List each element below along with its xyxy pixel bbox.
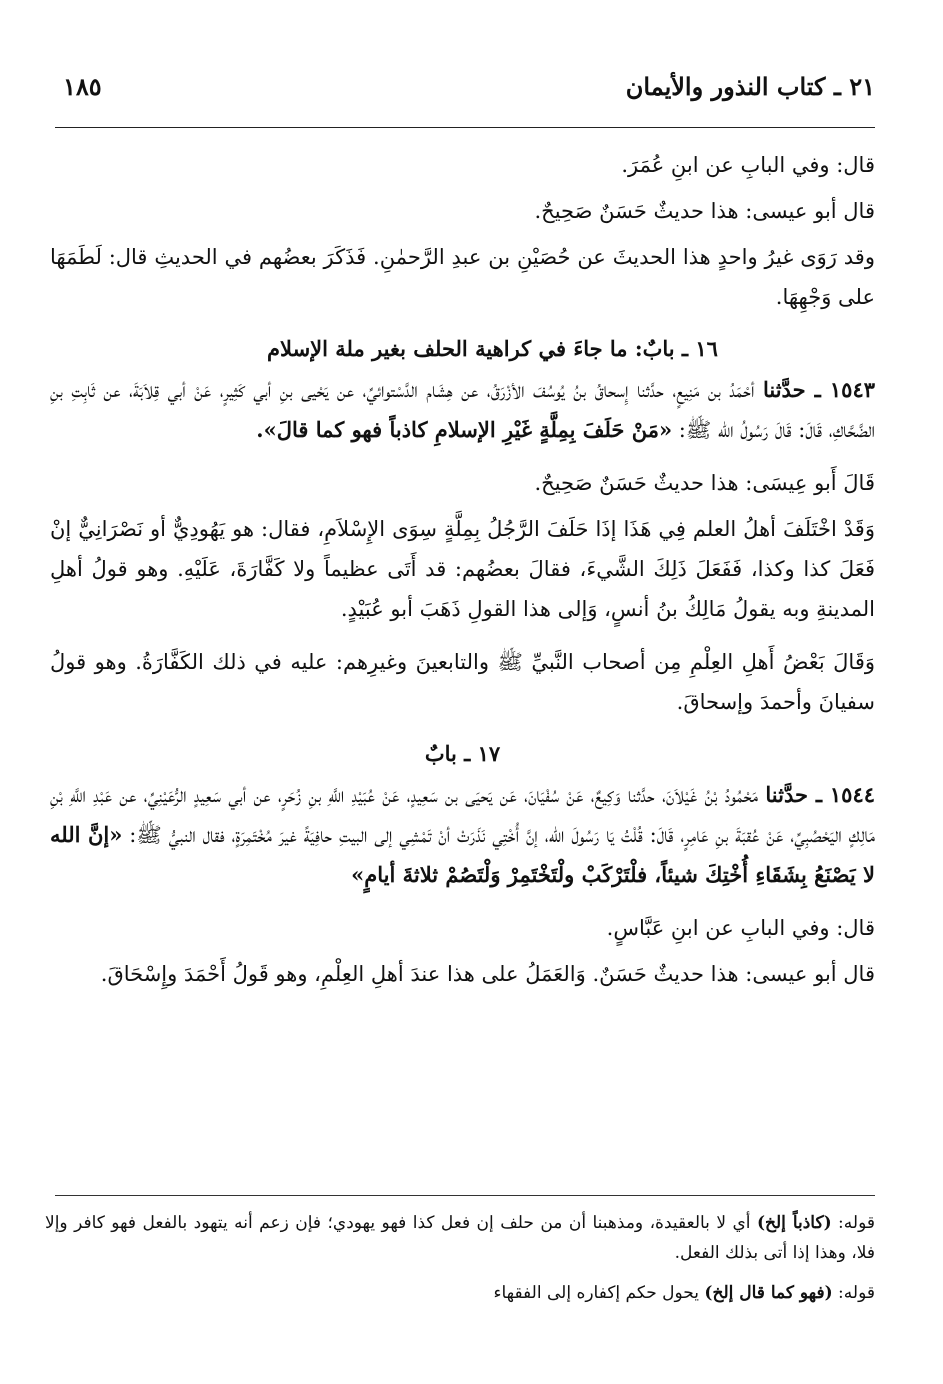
paragraph-5: وَقَدْ اخْتَلَفَ أهلُ العلم فِي هَذَا إذَا حَلَفَ الرَّجُلُ بِمِلَّةٍ سِوَى الإِسْلاَمِ، فقال: هو يَهُودِيٌّ أو نَصْرَانِيٌّ إنْ فَعَلَ كذا وكذا، فَفَعَلَ ذَلِكَ الشَّيءَ، فقالَ بعضُهم: قد أَتَى عظيماً ولا كَفَّارَةَ، عَلَيْهِ. وهو قولُ أهلِ المدينةِ وبه يقولُ مَالِكُ بنُ أنسٍ، وَإلى هذا القولِ ذَهَبَ أبو عُبَيْدٍ. xyxy=(50,517,875,621)
hadith-1544-saying: «إنَّ الله لا يَصْنَعُ بِشَقَاءِ أُخْتِكَ شيئاً، فلْتَرْكَبْ ولْتَخْتَمِرْ وَلْتَصُمْ ثلاثةَ أيامٍ» xyxy=(50,822,875,887)
footnote-1-prefix: قوله: xyxy=(831,1213,875,1233)
paragraph-4: قَالَ أَبو عِيسَى: هذا حديثٌ حَسَنٌ صَحِيحٌ. xyxy=(534,471,875,495)
hadith-1544-number: ١٥٤٤ ـ حدَّثنا xyxy=(765,782,876,807)
page-number: ١٨٥ xyxy=(63,72,102,101)
paragraph-6: وَقَالَ بَعْضُ أَهلِ العِلْمِ مِن أصحاب النَّبيِّ ﷺ والتابعينَ وغيرِهم: عليه في ذلك الكَفَّارَةُ. وهو قولُ سفيانَ وأحمدَ وإسحاقَ. xyxy=(50,650,875,714)
footnotes xyxy=(45,1208,875,1318)
paragraph-2: قال أبو عيسى: هذا حديثٌ حَسَنٌ صَحِيحٌ. xyxy=(534,199,875,223)
hadith-1543-chain: أحْمَدُ بن مَنِيعٍ، حدَّثنا إِسحاقُ بنُ يُوسُفَ الأزْرَقُ، عن هِشَام الدَّسْتوائيِّ، عن يَحْيى بنِ أبي كَثِيرٍ، عَنْ أبي قِلاَبَةَ، عن ثَابِتِ بنِ الضَّحَّاكِ، قَالَ: قَالَ رَسُولُ الله ﷺ: xyxy=(50,378,875,442)
paragraph-3: وقد رَوَى غيرُ واحدٍ هذا الحديثَ عن حُصَيْنِ بن عبدِ الرَّحمٰنِ. فَذَكَرَ بعضُهم في الحديثِ قال: لَطَمَهَا على وَجْهِهَا. xyxy=(50,245,875,309)
chapter-title: ٢١ ـ كتاب النذور والأيمان xyxy=(625,72,875,101)
main-text xyxy=(50,145,875,1007)
hadith-1544-chain: مَحْمُودُ بْنُ غَيْلاَنَ، حدَّثنا وَكِيعٌ، عَنْ سُفْيَانَ، عَن يَحيَى بن سَعِيدٍ، عَنْ عُبَيْدِ اللَّهِ بنِ زُحَرٍ، عن أبي سَعِيدٍ الرُّعَيْنِيِّ، عن عَبْدِ اللَّهِ بْنِ مَالِكٍ اليَحْصُبِيِّ، عَنْ عُقبَةَ بنِ عَامِرٍ، قَالَ: قُلْتُ يَا رَسُولَ الله، إنَّ أُخْتِي نَذَرَتْ أنْ تَمْشِي إلى البيتِ حافِيَةً غيرَ مُخْتَمِرَةٍ، فقال النبيُّ ﷺ: xyxy=(50,783,876,847)
hadith-1544 xyxy=(50,775,875,895)
paragraph-8: قال أبو عيسى: هذا حديثٌ حَسَنٌ. وَالعَمَلُ على هذا عندَ أهلِ العِلْمِ، وهو قَولُ أَحْمَدَ وإِسْحَاقَ. xyxy=(100,962,875,986)
page-header xyxy=(55,72,875,122)
hadith-1543-number: ١٥٤٣ ـ حدَّثنا xyxy=(762,377,876,402)
footnote-2-prefix: قوله: xyxy=(832,1283,875,1303)
hadith-1543 xyxy=(50,370,875,450)
footnote-1-text: أي لا بالعقيدة، ومذهبنا أن من حلف إن فعل كذا فهو يهودي؛ فإن زعم أنه يتهود بالفعل فهو كافر وإلا فلا، وهذا إذا أتى بذلك الفعل. xyxy=(45,1213,875,1263)
footnote-divider xyxy=(55,1195,875,1196)
footnote-2 xyxy=(45,1278,875,1308)
footnote-1 xyxy=(45,1208,875,1268)
paragraph-1: قال: وفي البابِ عن ابنِ عُمَرَ. xyxy=(621,153,875,177)
footnote-1-reference: (كاذباً إلخ) xyxy=(756,1213,832,1233)
section-16-heading: ١٦ ـ بابٌ: ما جاءَ في كراهية الحلف بغير ملة الإسلام xyxy=(267,336,718,361)
paragraph-7: قال: وفي البابِ عن ابنِ عَبَّاسٍ. xyxy=(606,916,875,940)
footnote-2-text: يحول حكم إكفاره إلى الفقهاء xyxy=(493,1283,705,1303)
footnote-2-reference: (فهو كما قال إلخ) xyxy=(704,1283,833,1303)
header-divider xyxy=(55,127,875,128)
section-17-heading: ١٧ ـ بابٌ xyxy=(424,741,501,766)
hadith-1543-saying: «مَنْ حَلَفَ بِمِلَّةٍ غَيْرِ الإسلامِ كاذباً فهو كما قالَ». xyxy=(256,417,673,442)
